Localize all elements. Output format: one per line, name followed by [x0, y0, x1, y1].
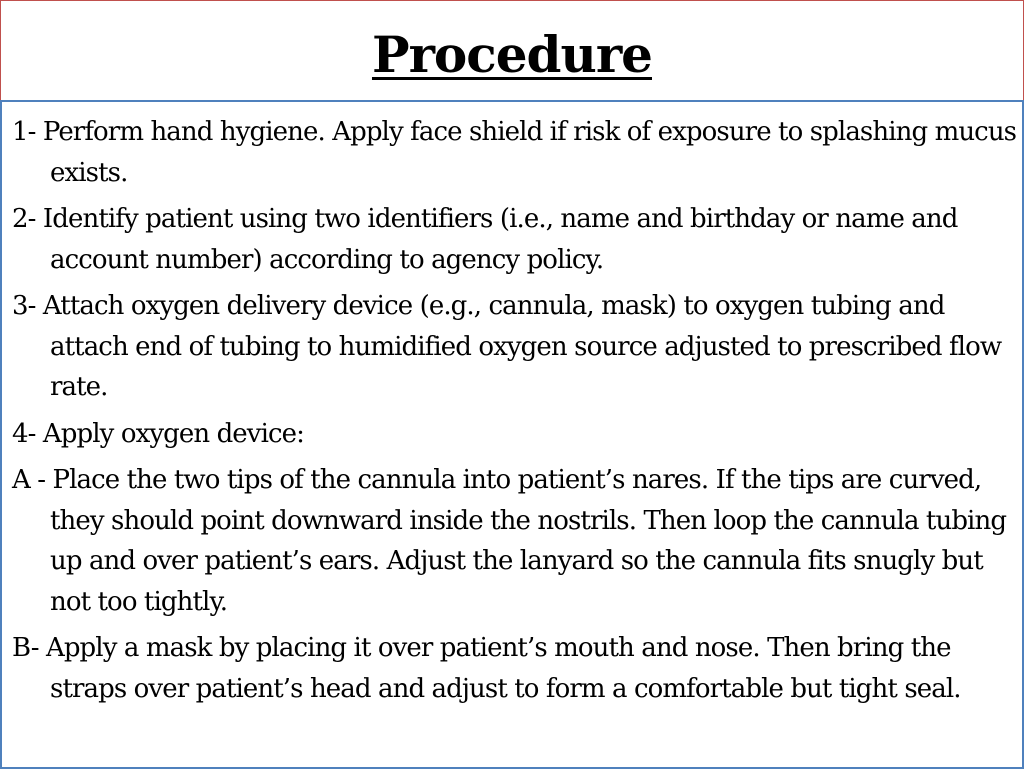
procedure-step-4: 4- Apply oxygen device:: [12, 418, 305, 449]
procedure-step-4b: B- Apply a mask by placing it over patient’s mouth and nose. Then bring the straps over patient’s head and adjust to form a comfortable but tight seal.: [12, 633, 961, 704]
procedure-step-3: 3- Attach oxygen delivery device (e.g., cannula, mask) to oxygen tubing and attach end of tubing to humidified oxygen source adjusted to prescribed flow rate.: [12, 291, 1002, 402]
procedure-steps-list: [2, 102, 1022, 709]
procedure-step-2: 2- Identify patient using two identifiers (i.e., name and birthday or name and account number) according to agency policy.: [12, 204, 958, 275]
procedure-step-4a: A - Place the two tips of the cannula into patient’s nares. If the tips are curved, they should point downward inside the nostrils. Then loop the cannula tubing up and over patient’s ears. Adjust the lanyard so the cannula fits snugly but not too tightly.: [12, 465, 1007, 617]
procedure-step-1: 1- Perform hand hygiene. Apply face shield if risk of exposure to splashing mucus exists.: [12, 117, 1017, 188]
content-box: [0, 100, 1024, 769]
slide-title: Procedure: [371, 25, 652, 84]
title-box: [0, 0, 1024, 101]
